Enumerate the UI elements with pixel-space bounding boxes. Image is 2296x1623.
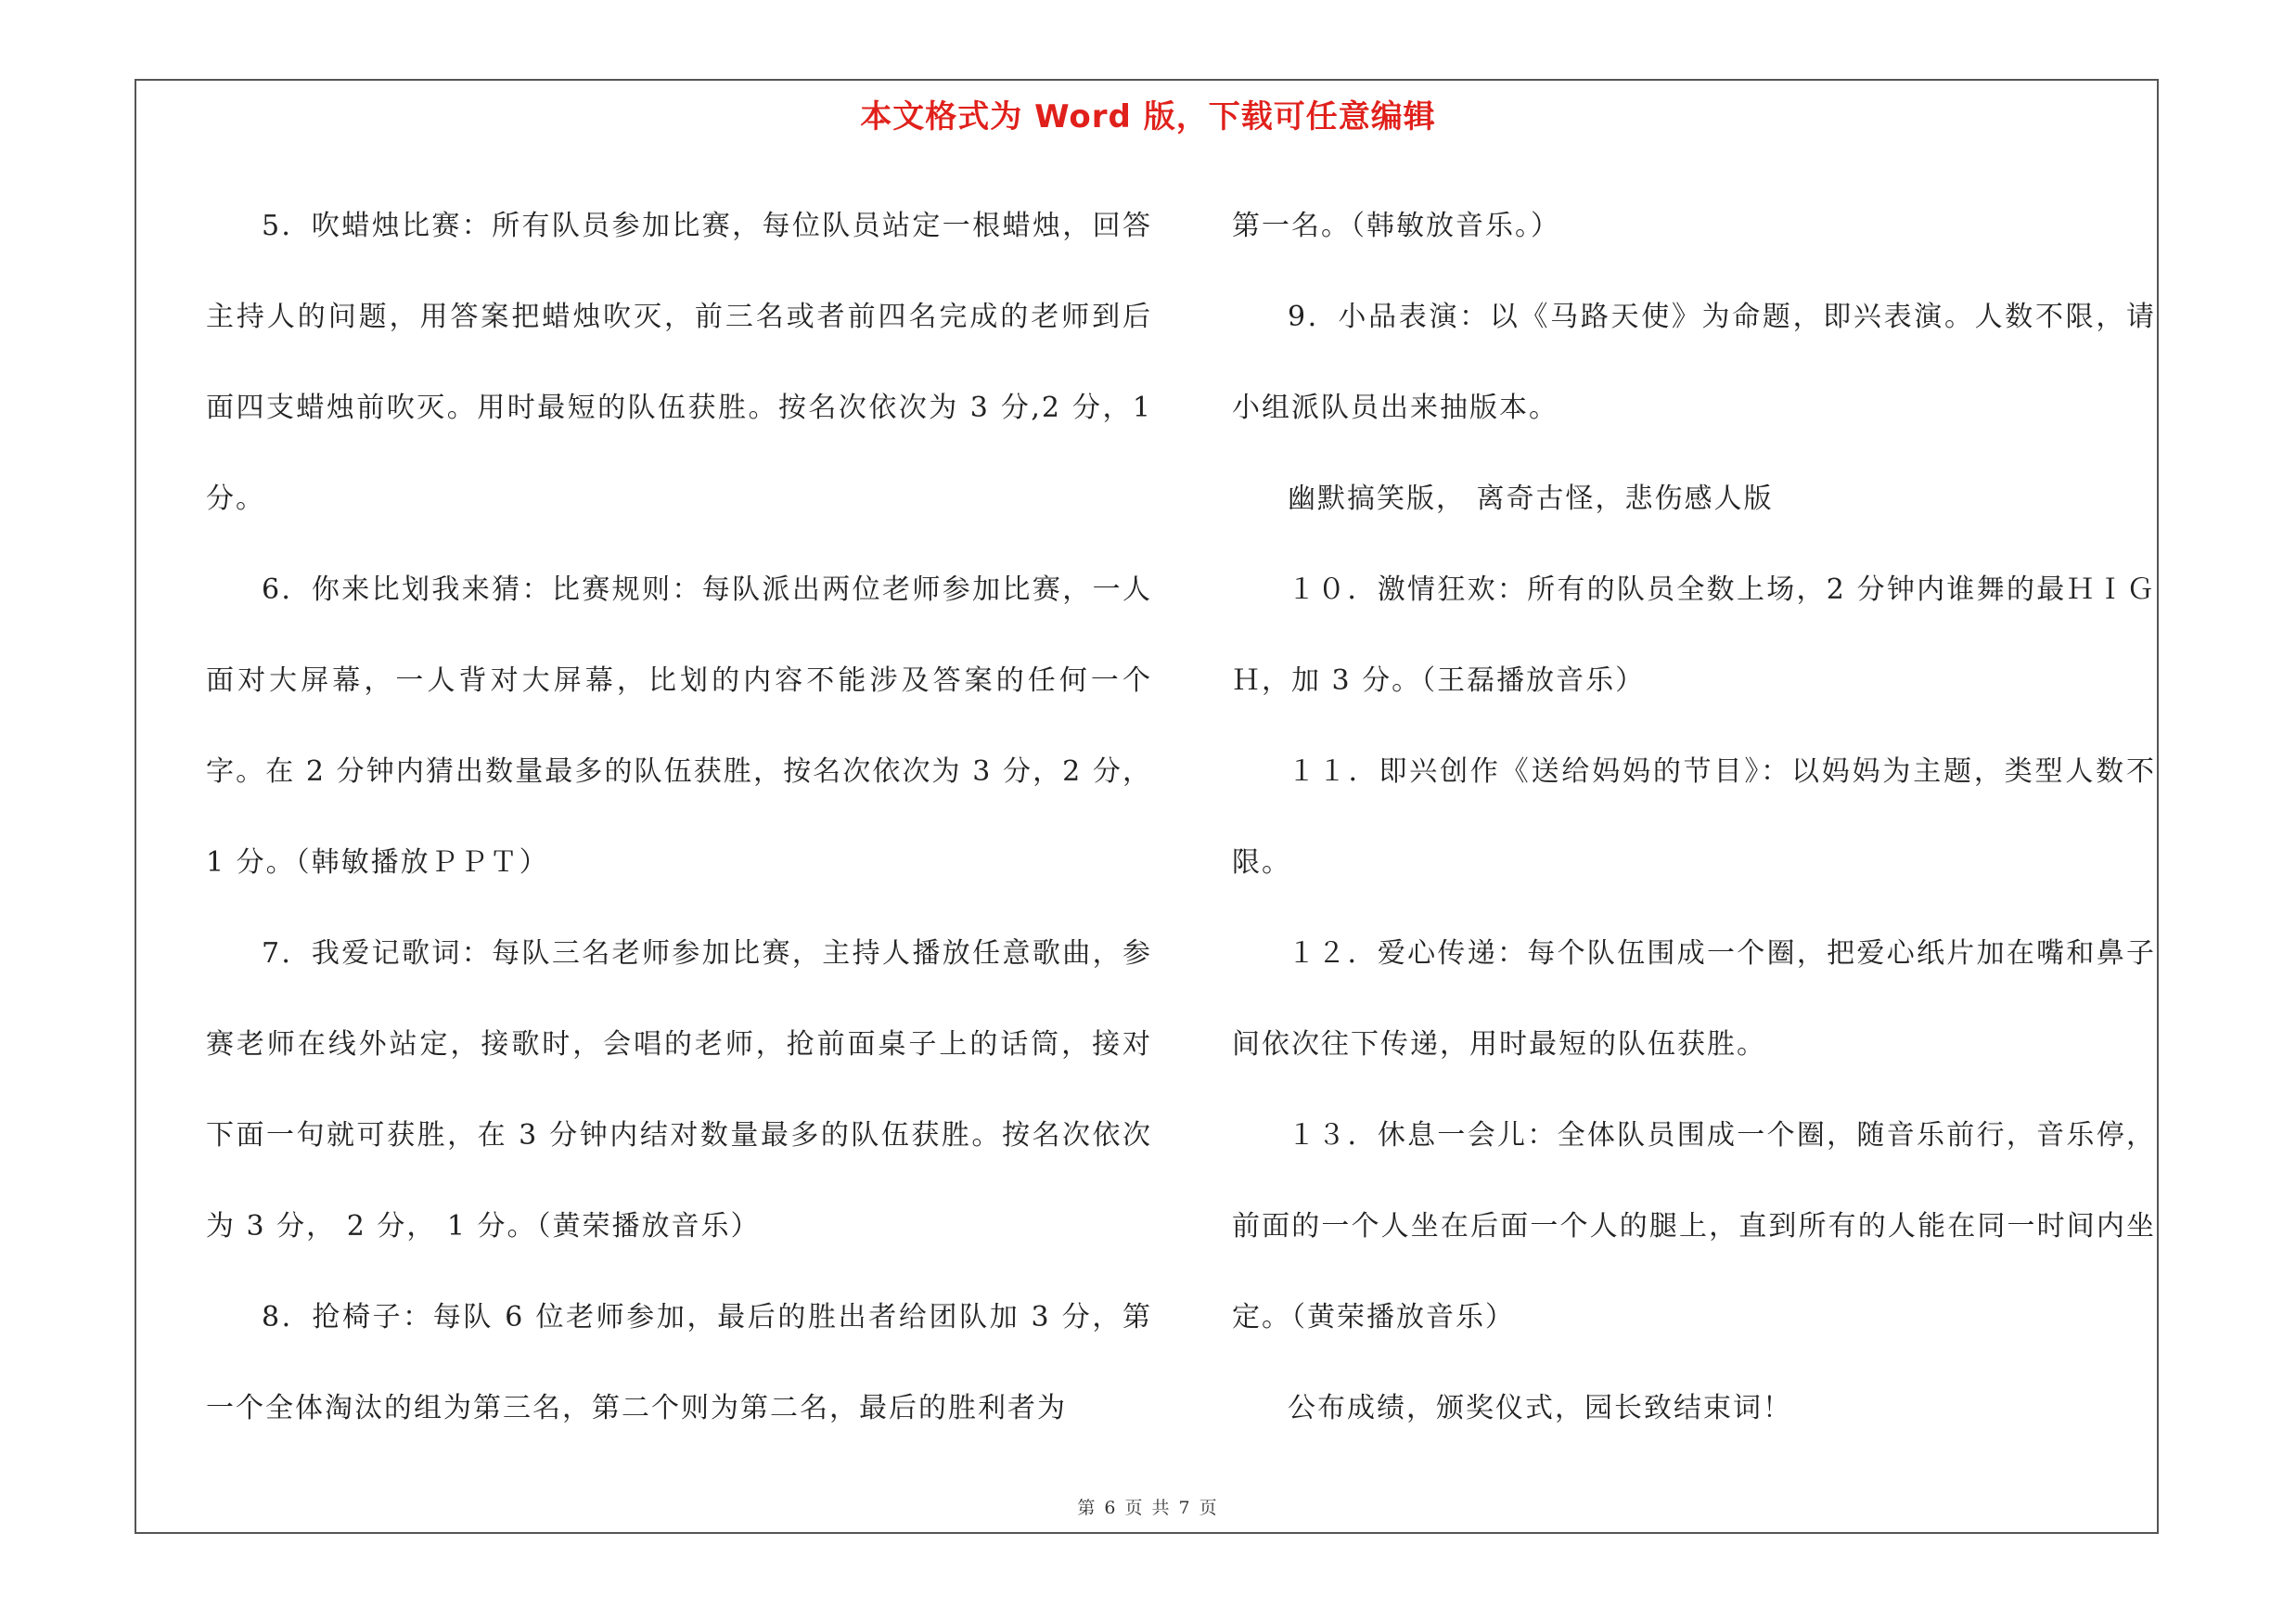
paragraph-item-7: 7．我爱记歌词：每队三名老师参加比赛，主持人播放任意歌曲，参赛老师在线外站定，接歌时，会唱的老师，抢前面桌子上的话筒，接对下面一句就可获胜，在 3 分钟内结对数量最多的队伍获胜。按名次依次为 3 分， 2 分， 1 分。（黄荣播放音乐） — [206, 937, 1152, 1243]
paragraph-item-5: 5．吹蜡烛比赛：所有队员参加比赛，每位队员站定一根蜡烛，回答主持人的问题，用答案把蜡烛吹灭，前三名或者前四名完成的老师到后面四支蜡烛前吹灭。用时最短的队伍获胜。按名次依次为 3 分,2 分，1 分。 — [206, 210, 1152, 515]
paragraph-closing: 公布成绩，颁奖仪式，园长致结束词！ — [1288, 1392, 1792, 1424]
left-column — [206, 181, 1152, 1454]
paragraph-item-6: 6．你来比划我来猜：比赛规则：每队派出两位老师参加比赛，一人面对大屏幕，一人背对大屏幕，比划的内容不能涉及答案的任何一个字。在 2 分钟内猜出数量最多的队伍获胜，按名次依次为 3 分，2 分，1 分。（韩敏播放ＰＰＴ） — [206, 573, 1152, 879]
paragraph-item-13: １３．休息一会儿：全体队员围成一个圈，随音乐前行，音乐停，前面的一个人坐在后面一个人的腿上，直到所有的人能在同一时间内坐定。（黄荣播放音乐） — [1232, 1119, 2156, 1333]
paragraph-item-8-continuation: 第一名。（韩敏放音乐。） — [1232, 210, 1560, 242]
right-column — [1232, 181, 2156, 1454]
paragraph-item-10: １０．激情狂欢：所有的队员全数上场，2 分钟内谁舞的最ＨＩＧＨ，加 3 分。（王磊播放音乐） — [1232, 573, 2156, 697]
page-number-footer: 第 6 页 共 7 页 — [1077, 1498, 1219, 1518]
paragraph-item-8: 8．抢椅子：每队 6 位老师参加，最后的胜出者给团队加 3 分，第一个全体淘汰的组为第三名，第二个则为第二名，最后的胜利者为 — [206, 1301, 1152, 1424]
paragraph-versions: 幽默搞笑版， 离奇古怪，悲伤感人版 — [1288, 483, 1774, 515]
paragraph-item-11: １１．即兴创作《送给妈妈的节目》：以妈妈为主题，类型人数不限。 — [1232, 755, 2156, 879]
editable-notice-banner: 本文格式为 Word 版，下载可任意编辑 — [860, 98, 1436, 135]
paragraph-item-12: １２．爱心传递：每个队伍围成一个圈，把爱心纸片加在嘴和鼻子间依次往下传递，用时最短的队伍获胜。 — [1232, 937, 2156, 1061]
paragraph-item-9: 9．小品表演：以《马路天使》为命题，即兴表演。人数不限，请小组派队员出来抽版本。 — [1232, 301, 2156, 424]
